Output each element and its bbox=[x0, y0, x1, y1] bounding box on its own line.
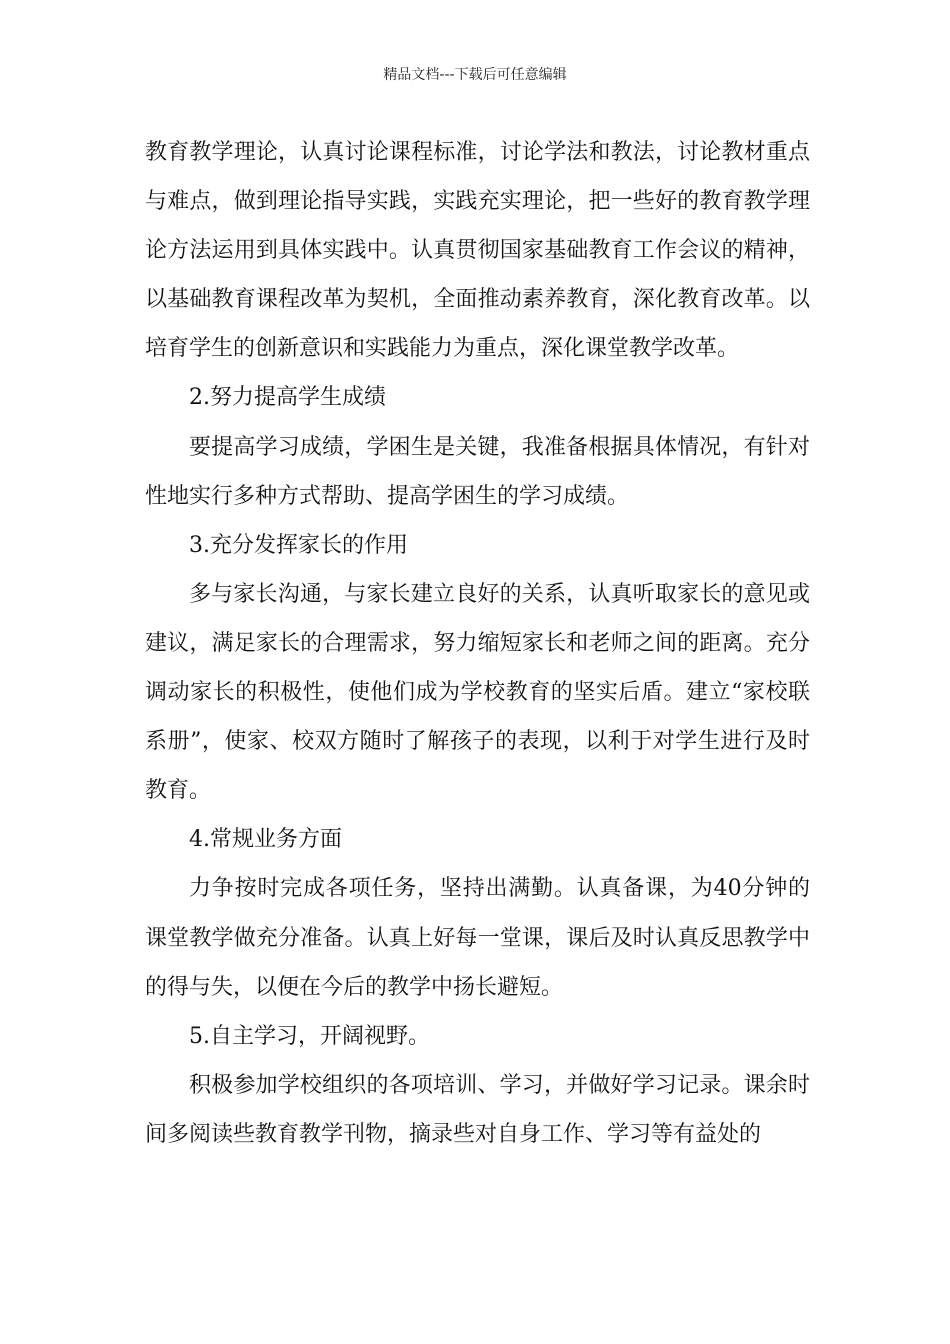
document-body bbox=[145, 128, 810, 1159]
paragraph-improve-grades: 要提高学习成绩，学困生是关键，我准备根据具体情况，有针对性地实行多种方式帮助、提高学困生的学习成绩。 bbox=[145, 434, 810, 509]
paragraph-parents-role: 多与家长沟通，与家长建立良好的关系，认真听取家长的意见或建议，满足家长的合理需求，努力缩短家长和老师之间的距离。充分调动家长的积极性，使他们成为学校教育的坚实后盾。建立“家校联系册”，使家、校双方随时了解孩子的表现，以利于对学生进行及时教育。 bbox=[145, 581, 810, 804]
page-header: 精品文档---下载后可任意编辑 bbox=[383, 67, 567, 83]
heading-parents-role: 3.充分发挥家长的作用 bbox=[189, 532, 408, 558]
paragraph-theory: 教育教学理论，认真讨论课程标准，讨论学法和教法，讨论教材重点与难点，做到理论指导实践，实践充实理论，把一些好的教育教学理论方法运用到具体实践中。认真贯彻国家基础教育工作会议的精神，以基础教育课程改革为契机，全面推动素养教育，深化教育改革。以培育学生的创新意识和实践能力为重点，深化课堂教学改革。 bbox=[145, 140, 810, 362]
heading-self-study: 5.自主学习，开阔视野。 bbox=[189, 1023, 430, 1049]
heading-routine-work: 4.常规业务方面 bbox=[189, 827, 342, 853]
paragraph-self-study: 积极参加学校组织的各项培训、学习，并做好学习记录。课余时间多阅读些教育教学刊物，摘录些对自身工作、学习等有益处的 bbox=[145, 1072, 810, 1147]
heading-improve-grades: 2.努力提高学生成绩 bbox=[189, 385, 386, 411]
paragraph-routine-work: 力争按时完成各项任务，坚持出满勤。认真备课，为40分钟的课堂教学做充分准备。认真上好每一堂课，课后及时认真反思教学中的得与失，以便在今后的教学中扬长避短。 bbox=[145, 876, 810, 1000]
